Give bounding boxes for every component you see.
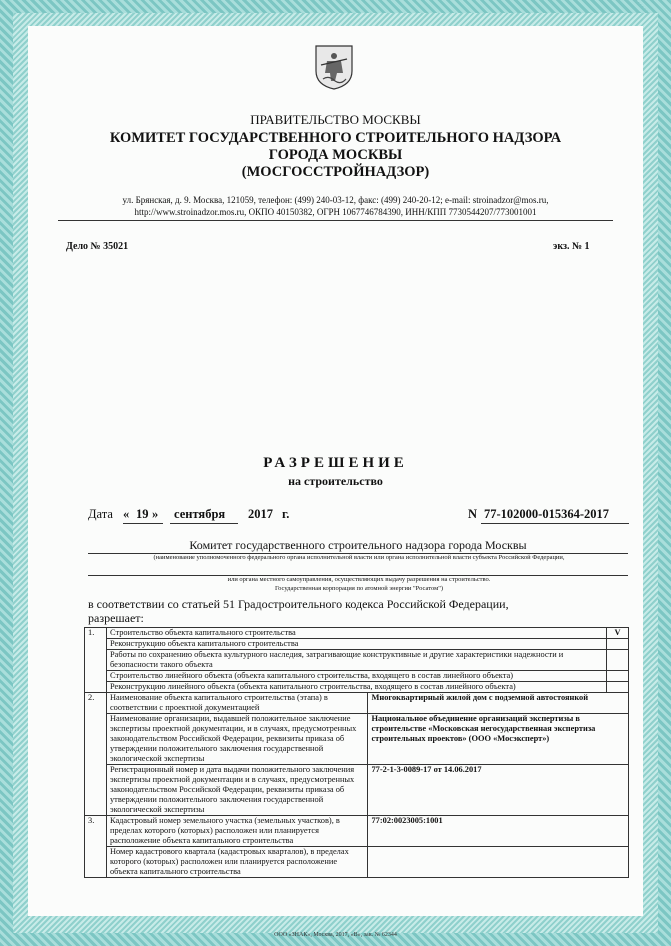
government-name: ПРАВИТЕЛЬСТВО МОСКВЫ (250, 112, 421, 127)
mark-cell (607, 650, 629, 671)
document-title: РАЗРЕШЕНИЕ (263, 455, 408, 471)
permit-table (84, 627, 629, 878)
date-year: 2017 (248, 507, 273, 521)
table-cell: Работы по сохранению объекта культурного наследия, затрагивающие конструктивные и другие характеристики надежности и безопасности такого объекта (106, 650, 606, 671)
table-cell: Строительство линейного объекта (объекта капитального строительства, входящего в состав линейного объекта) (106, 671, 606, 682)
section-number: 1. (85, 628, 107, 693)
copy-number: экз. № 1 (553, 241, 590, 252)
committee-address (58, 194, 613, 218)
mark-cell (607, 682, 629, 693)
permit-number-label: N (468, 507, 478, 521)
legal-basis: в соответствии со статьей 51 Градостроительного кодекса Российской Федерации, (88, 597, 509, 611)
date-month: сентября (174, 507, 226, 521)
date-year-suffix: г. (282, 507, 290, 521)
date-quote-open: « (123, 507, 130, 521)
address-line2: http://www.stroinadzor.mos.ru, ОКПО 40150382, ОГРН 1067746784390, ИНН/КПП 7730544207/773001001 (134, 207, 537, 217)
permit-number: 77-102000-015364-2017 (484, 507, 609, 521)
number-underline (481, 523, 629, 524)
selected-mark: V (607, 628, 629, 639)
table-cell-value: Многоквартирный жилой дом с подземной автостоянкой (368, 693, 629, 714)
table-row (85, 682, 629, 693)
section-number: 2. (85, 693, 107, 816)
table-cell: Реконструкцию линейного объекта (объекта капитального строительства, входящего в состав линейного объекта) (106, 682, 606, 693)
table-cell-label: Регистрационный номер и дата выдачи положительного заключения экспертизы проектной документации и в случаях, предусмотренных законодательством Российской Федерации, реквизиты приказа об утверждении положительного заключения государственной экологической экспертизы (106, 765, 368, 816)
table-row (85, 765, 629, 816)
document-subtitle: на строительство (288, 474, 383, 488)
table-row (85, 650, 629, 671)
table-cell-label: Наименование организации, выдавшей положительное заключение экспертизы проектной документации, и в случаях, предусмотренных законодательством Российской Федерации, реквизиты приказа об утверждении положительного заключения государственной экологической экспертизы (106, 714, 368, 765)
day-underline (123, 523, 163, 524)
section-number: 3. (85, 816, 107, 878)
table-cell-value (368, 847, 629, 878)
month-underline (170, 523, 238, 524)
address-line1: ул. Брянская, д. 9. Москва, 121059, телефон: (499) 240-03-12, факс: (499) 240-20-12; e-mail: stroinadzor@mos.ru, (122, 195, 549, 205)
header-divider (58, 220, 613, 221)
table-row (85, 671, 629, 682)
printer-footer: ООО «ЗНАК», Москва, 2017, «В», зак. № 62344 (274, 932, 397, 938)
committee-name-line1: КОМИТЕТ ГОСУДАРСТВЕННОГО СТРОИТЕЛЬНОГО НАДЗОРА (109, 130, 562, 146)
table-cell: Строительство объекта капитального строительства (106, 628, 606, 639)
table-row (85, 639, 629, 650)
table-cell: Реконструкцию объекта капитального строительства (106, 639, 606, 650)
table-row (85, 693, 629, 714)
case-number: Дело № 35021 (66, 241, 129, 252)
committee-name-line2: ГОРОДА МОСКВЫ (268, 147, 403, 163)
issuer-name: Комитет государственного строительного надзора города Москвы (189, 538, 527, 552)
issuer-caption-1: (наименование уполномоченного федерального органа исполнительной власти или органа исполнительной власти субъекта Российской Федерации, (153, 554, 565, 561)
mark-cell (607, 671, 629, 682)
table-row (85, 714, 629, 765)
moscow-coat-of-arms-icon (313, 43, 355, 91)
table-cell-label: Номер кадастрового квартала (кадастровых кварталов), в пределах которого (которых) расположен или планируется расположение объекта капитального строительства (106, 847, 368, 878)
committee-name-line3: (МОСГОССТРОЙНАДЗОР) (241, 164, 430, 180)
table-cell-label: Наименование объекта капитального строительства (этапа) в соответствии с проектной документацией (106, 693, 368, 714)
table-row (85, 628, 629, 639)
issuer-caption-3: Государственная корпорация по атомной энергии "Росатом") (274, 585, 444, 592)
mark-cell (607, 639, 629, 650)
date-day: 19 (136, 507, 149, 521)
date-label: Дата (88, 507, 113, 521)
table-row (85, 847, 629, 878)
table-cell-label: Кадастровый номер земельного участка (земельных участков), в пределах которого (которых) расположен или планируется расположение объекта капитального строительства (106, 816, 368, 847)
table-cell-value: Национальное объединение организаций экспертизы в строительстве «Московская негосударственная экспертиза строительных проектов» (ООО «Мосэксперт») (368, 714, 629, 765)
table-cell-value: 77-2-1-3-0089-17 от 14.06.2017 (368, 765, 629, 816)
table-row (85, 816, 629, 847)
issuer-caption-2: или органа местного самоуправления, осуществляющих выдачу разрешения на строительство. (227, 576, 491, 583)
permits-label: разрешает: (88, 611, 144, 625)
date-quote-close: » (152, 507, 159, 521)
committee-name (28, 130, 643, 181)
table-cell-value: 77:02:0023005:1001 (368, 816, 629, 847)
